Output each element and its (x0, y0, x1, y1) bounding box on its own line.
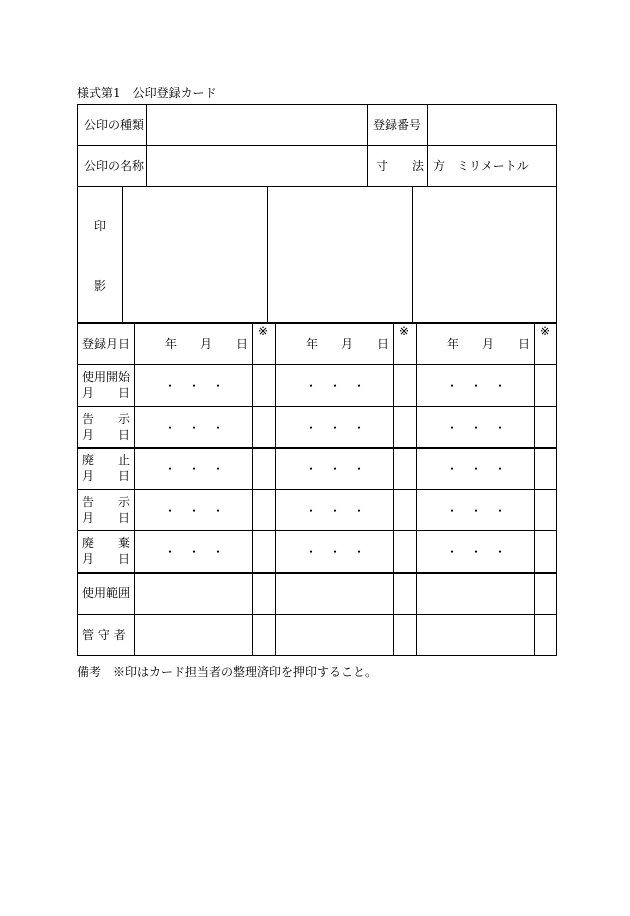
seal-type-label: 公印の種類 (84, 118, 145, 132)
size-label-1: 寸 (376, 159, 389, 173)
col-1-year: 年 (306, 337, 319, 351)
col-0-month: 月 (200, 337, 213, 351)
row-label-4: 告 示 (82, 494, 131, 509)
impression-label-1: 印 (94, 219, 107, 233)
row-label-2: 告 示 (82, 411, 131, 426)
date-dots-2-0: ・・・ (164, 420, 237, 435)
date-dots-3-0: ・・・ (164, 462, 237, 476)
date-dots-5-2: ・・・ (446, 545, 519, 559)
table-row-divider (77, 447, 557, 449)
date-dots-3-1: ・・・ (305, 462, 378, 476)
table-col-divider (252, 323, 253, 655)
row-label-1: 使用開始 (82, 370, 131, 384)
table-row-divider (77, 530, 557, 531)
row-label-0: 登録月日 (82, 336, 131, 351)
seal-name-label: 公印の名称 (84, 159, 145, 173)
table-row-divider (77, 572, 557, 574)
date-dots-4-0: ・・・ (164, 503, 237, 518)
header-col-divider (146, 104, 147, 186)
border-bottom (77, 655, 557, 656)
table-col-divider (275, 323, 276, 655)
table-row-divider (77, 364, 557, 365)
form-title: 様式第1 公印登録カード (77, 86, 217, 100)
date-dots-1-2: ・・・ (446, 379, 519, 393)
impression-divider (267, 186, 268, 322)
table-col-divider (416, 323, 417, 655)
row-label-3: 廃 止 (82, 453, 131, 467)
header-row-divider (77, 145, 557, 146)
date-dots-1-0: ・・・ (164, 379, 237, 393)
col-0-year: 年 (165, 337, 178, 351)
impression-divider (122, 186, 123, 322)
date-dots-3-2: ・・・ (446, 462, 519, 476)
date-dots-1-1: ・・・ (305, 379, 378, 393)
col-1-mark: ※ (399, 324, 410, 338)
header-col-divider (367, 104, 368, 186)
col-2-day: 日 (518, 337, 531, 351)
date-dots-5-0: ・・・ (164, 545, 237, 559)
table-row-divider (77, 489, 557, 490)
date-dots-2-1: ・・・ (305, 420, 378, 435)
col-0-day: 日 (236, 337, 249, 351)
header-row-divider (77, 186, 557, 187)
col-1-month: 月 (341, 337, 354, 351)
table-row-divider (77, 614, 557, 615)
row-label-6: 使用範囲 (82, 586, 131, 600)
table-col-divider (393, 323, 394, 655)
date-dots-4-2: ・・・ (446, 503, 519, 518)
header-col-divider (427, 104, 428, 186)
col-2-month: 月 (482, 337, 495, 351)
date-dots-5-1: ・・・ (305, 545, 378, 559)
col-0-mark: ※ (258, 324, 269, 338)
size-label-2: 法 (412, 159, 425, 173)
section-divider-thick (77, 322, 557, 324)
date-dots-4-1: ・・・ (305, 503, 378, 518)
row-label-2-sub: 月 日 (82, 427, 131, 442)
col-2-year: 年 (447, 337, 460, 351)
row-label-1-sub: 月 日 (82, 386, 131, 400)
impression-label-2: 影 (94, 279, 107, 293)
row-label-5-sub: 月 日 (82, 552, 131, 566)
table-col-divider (134, 323, 135, 655)
col-1-day: 日 (377, 337, 390, 351)
col-2-mark: ※ (540, 324, 551, 338)
size-value: 方 ミリメートル (433, 159, 529, 173)
row-label-3-sub: 月 日 (82, 469, 131, 483)
impression-divider (412, 186, 413, 322)
row-label-4-sub: 月 日 (82, 510, 131, 525)
row-label-5: 廃 棄 (82, 536, 131, 550)
date-dots-2-2: ・・・ (446, 420, 519, 435)
table-col-divider (534, 323, 535, 655)
border-top (77, 104, 557, 105)
row-label-7: 管 守 者 (82, 627, 126, 642)
table-row-divider (77, 406, 557, 407)
registration-number-label: 登録番号 (373, 118, 422, 132)
footnote: 備考 ※印はカード担当者の整理済印を押印すること。 (77, 665, 378, 679)
